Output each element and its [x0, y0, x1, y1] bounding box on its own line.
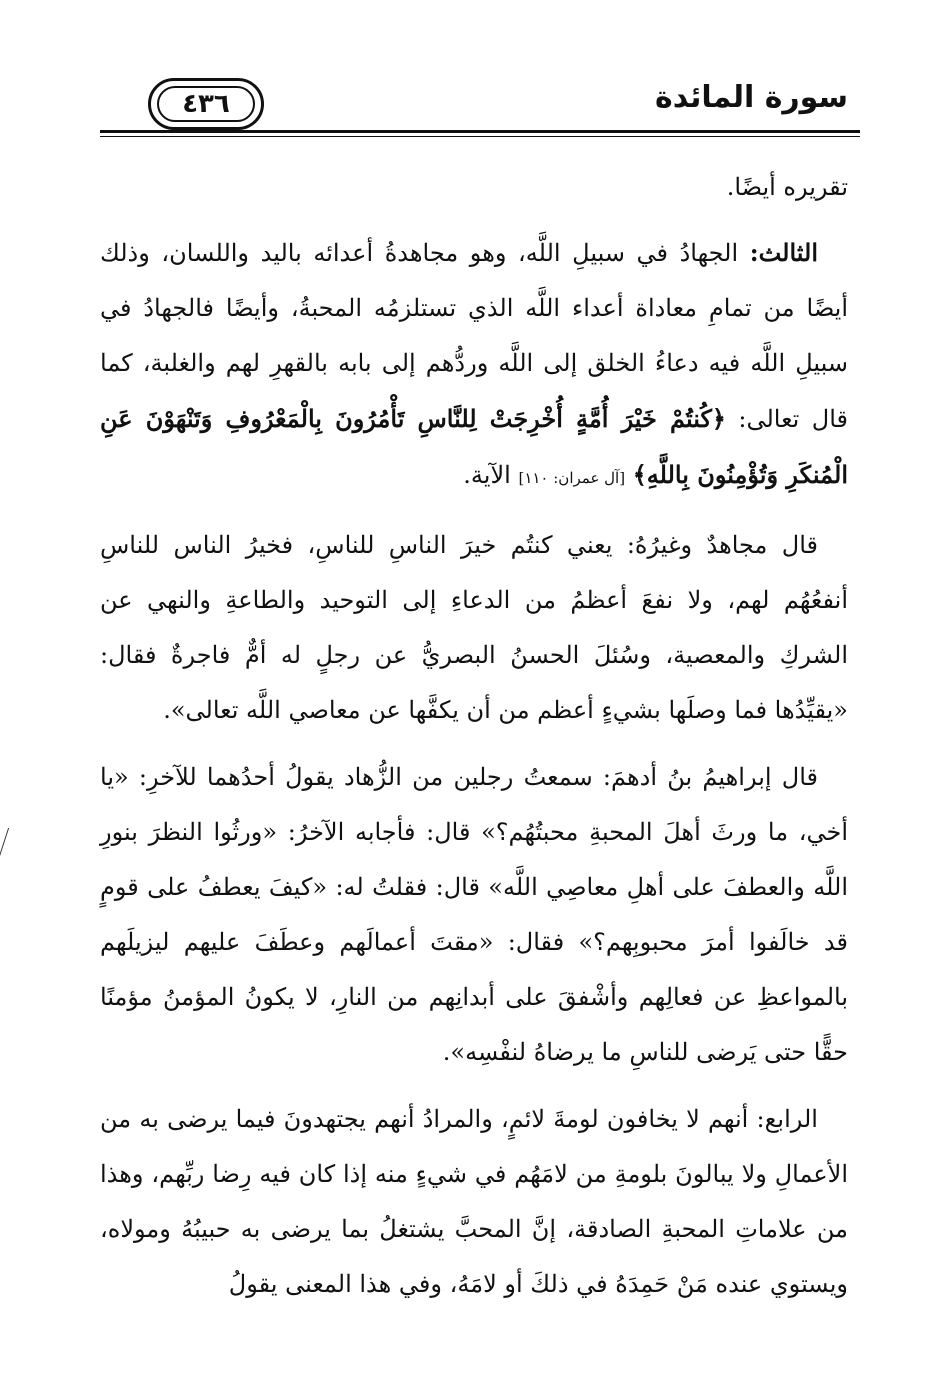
- page-number-badge: [148, 78, 264, 130]
- paragraph-2-tail: الآية.: [463, 461, 511, 489]
- header-rule: [100, 130, 860, 133]
- paragraph-4: قال إبراهيمُ بنُ أدهمَ: سمعتُ رجلين من الزُّهاد يقولُ أحدُهما للآخرِ: «يا أخي، ما ورثَ أهلَ المحبةِ محبتُهُم؟» قال: فأجابه الآخرُ: «ورثُوا النظرَ بنورِ اللَّه والعطفَ على أهلِ معاصِي اللَّه» قال: فقلتُ له: «كيفَ يعطفُ على قومٍ قد خالَفوا أمرَ محبوبِهم؟» فقال: «مقتَ أعمالَهم وعطَفَ عليهم ليزيلَهم بالمواعظِ عن فعالِهم وأشْفقَ على أبدانِهم من النارِ، لا يكونُ المؤمنُ مؤمنًا حقًّا حتى يَرضى للناسِ ما يرضاهُ لنفْسِه».: [100, 763, 848, 1066]
- paragraph-2: [100, 225, 848, 506]
- header-rule-thin: [100, 136, 860, 137]
- paragraph-5-label: الرابع:: [756, 1105, 818, 1133]
- paragraph-1: تقريره أيضًا.: [726, 173, 848, 201]
- verse-reference: [آل عمران: ١١٠]: [518, 469, 626, 487]
- margin-pen-mark: [0, 828, 23, 878]
- paragraph-3: قال مجاهدٌ وغيرُهُ: يعني كنتُم خيرَ الناسِ للناسِ، فخيرُ الناس للناسِ أنفعُهُم لهم، ولا نفعَ أعظمُ من الدعاءِ إلى التوحيد والطاعةِ والنهي عن الشركِ والمعصية، وسُئلَ الحسنُ البصريُّ عن رجلٍ له أمٌّ فاجرةٌ فقال: «يقيِّدُها فما وصلَها بشيءٍ أعظم من أن يكفَّها عن معاصي اللَّه تعالى».: [100, 531, 848, 724]
- page-header: [100, 78, 860, 134]
- page-number: ٤٣٦: [182, 89, 230, 119]
- paragraph-2-text: الجهادُ في سبيلِ اللَّه، وهو مجاهدةُ أعدائه باليد واللسان، وذلك أيضًا من تمامِ معاداة أعداء اللَّه الذي تستلزمُه المحبةُ، وأيضًا فالجهادُ في سبيلِ اللَّه فيه دعاءُ الخلق إلى اللَّه وردُّهم إلى بابه بالقهرِ لهم والغلبة، كما قال تعالى:: [100, 239, 848, 433]
- surah-title: سورة المائدة: [655, 80, 848, 115]
- paragraph-5: [100, 1092, 848, 1312]
- paragraph-2-label: الثالث:: [749, 238, 818, 267]
- page-body: [100, 160, 848, 1324]
- quran-verse: ﴿كُنتُمْ خَيْرَ أُمَّةٍ أُخْرِجَتْ لِلنَّاسِ تَأْمُرُونَ بِالْمَعْرُوفِ وَتَنْهَوْنَ عَنِ الْمُنكَرِ وَتُؤْمِنُونَ بِاللَّهِ﴾: [100, 404, 848, 489]
- paragraph-5-text: أنهم لا يخافون لومةَ لائمٍ، والمرادُ أنهم يجتهدونَ فيما يرضى به من الأعمالِ ولا يبالونَ بلومةِ من لامَهُم في شيءٍ منه إذا كان فيه رِضا ربِّهم، وهذا من علاماتِ المحبةِ الصادقة، إنَّ المحبَّ يشتغلُ بما يرضى به حبيبُهُ ومولاه، ويستوي عنده مَنْ حَمِدَهُ في ذلكَ أو لامَهُ، وفي هذا المعنى يقولُ: [100, 1105, 848, 1298]
